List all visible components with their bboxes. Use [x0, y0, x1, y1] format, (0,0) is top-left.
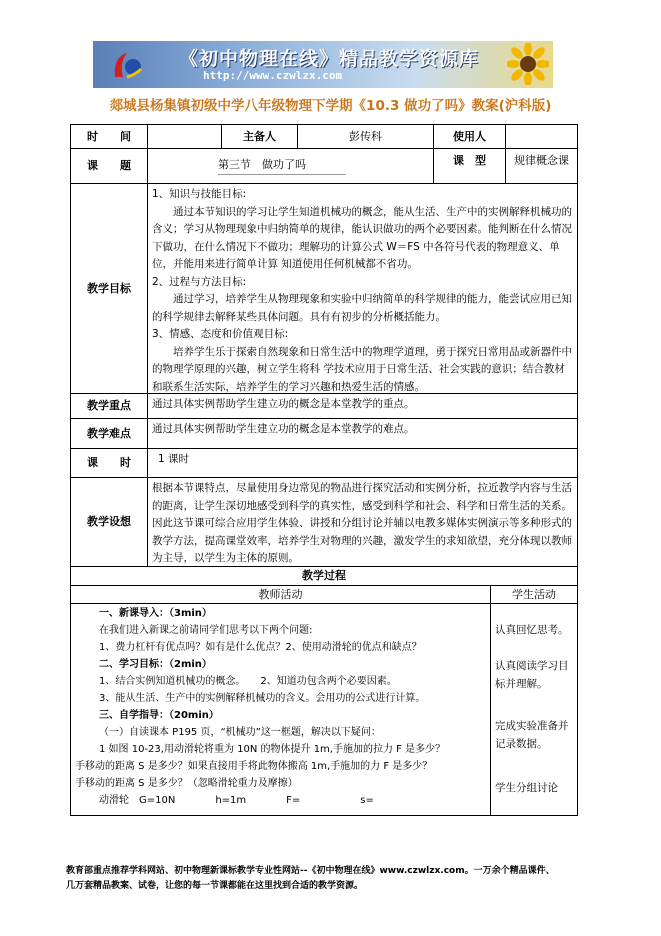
section-heading: 一、新课导入：（3min） [99, 608, 212, 619]
header-banner [93, 41, 553, 88]
goals-content [148, 184, 577, 394]
text-line: 1、结合实例知道机械功的概念。 2、知道功包含两个必要因素。 [99, 676, 397, 687]
section-heading: 二、学习目标：（2min） [99, 659, 212, 670]
goals-line: 1、知识与技能目标: [152, 188, 247, 200]
process-title: 教学过程 [71, 567, 577, 586]
goals-line: 通过本节知识的学习让学生知道机械功的概念，能从生活、生产中的实例解释机械功的含义；学习从物理现象中归纳简单的规律，能认识做功的两个必要因素。能判断在什么情况下做功，在什么情况下不做功；理解功的计算公式 W＝FS 中各符号代表的物理意义、单位，并能用来进行简单计算 知道使用任何机械都不省功。 [152, 205, 572, 270]
hours-value: 1 课时 [148, 449, 577, 478]
hours-label: 课 时 [71, 449, 148, 478]
design-value: 根据本节课特点，尽量使用身边常见的物品进行探究活动和实例分析，拉近教学内容与生活的距离，让学生深切地感受到科学的真实性，感受到科学和社会、科学和日常生活的关系。因此这节课可综合应用学生体验、讲授和分组讨论并辅以电教多媒体实例演示等多种形式的教学方法，提高课堂效率，培养学生对物理的兴趣，激发学生的求知欲望，充分体现以教师为主导，以学生为主体的原则。 [148, 478, 577, 567]
banner-title: 《初中物理在线》精品教学资源库 [179, 48, 480, 70]
text-line: 在我们进入新课之前请同学们思考以下两个问题: [99, 625, 313, 636]
text-line: 动滑轮 G=10N h=1m F= s= [99, 795, 374, 806]
time-label: 时 间 [71, 125, 148, 149]
type-label: 课 型 [434, 149, 506, 184]
sunflower-icon [507, 43, 549, 85]
text-line: 手移动的距离 S 是多少？如果直接用手将此物体搬高 1m,手施加的力 F 是多少？ [75, 761, 433, 772]
text-line: 手移动的距离 S 是多少？（忽略滑轮重力及摩擦） [75, 778, 298, 789]
time-value [148, 125, 222, 149]
key-point-value: 通过具体实例帮助学生建立功的概念是本堂教学的重点。 [148, 394, 577, 419]
lesson-plan-table [70, 124, 578, 816]
topic-label: 课 题 [71, 149, 148, 184]
goals-line: 2、过程与方法目标: [152, 275, 247, 288]
key-point-label: 教学重点 [71, 394, 148, 419]
author-label: 主备人 [222, 125, 298, 149]
user-label: 使用人 [434, 125, 506, 149]
student-note: 学生分组讨论 [495, 782, 558, 794]
document-title: 郯城县杨集镇初级中学八年级物理下学期《10.3 做功了吗》教案(沪科版) [109, 98, 552, 114]
text-line: 1、费力杠杆有优点吗？如有是什么优点？2、使用动滑轮的优点和缺点？ [99, 642, 422, 653]
logo-icon [109, 47, 145, 83]
footer [66, 864, 596, 894]
text-line: （一）自读课本 P195 页，“机械功”这一框题，解决以下疑问： [99, 727, 381, 738]
footer-line: 教育部重点推荐学科网站、初中物理新课标教学专业性网站--《初中物理在线》www.czwlzx.com。一万余个精品课件、 [66, 866, 555, 876]
student-activity [491, 604, 577, 815]
teacher-column-header: 教师活动 [71, 586, 491, 604]
design-label: 教学设想 [71, 478, 148, 567]
topic-value: 第三节 做功了吗 [218, 156, 346, 175]
user-value [506, 125, 577, 149]
section-heading: 三、自学指导：（20min） [99, 710, 219, 721]
type-value: 规律概念课 [506, 149, 577, 184]
footer-line: 几万套精品教案、试卷，让您的每一节课都能在这里找到合适的教学资源。 [66, 881, 364, 891]
goals-line: 培养学生乐于探索自然现象和日常生活中的物理学道理，勇于探究日常用品或新器件中的物理学原理的兴趣，树立学生将科 学技术应用于日常生活、社会实践的意识；结合教材和联系生活实际，培养学生的学习兴趣和热爱生活的情感。 [152, 345, 572, 393]
difficulty-label: 教学难点 [71, 419, 148, 449]
author-value: 彭传科 [298, 125, 434, 149]
difficulty-value: 通过具体实例帮助学生建立功的概念是本堂教学的难点。 [148, 419, 577, 449]
text-line: 1 如图 10-23,用动滑轮将重为 10N 的物体提升 1m,手施加的拉力 F 是多少？ [99, 744, 446, 755]
student-note: 认真回忆思考。 [495, 624, 569, 636]
topic-value-cell [148, 149, 434, 184]
student-note: 认真阅读学习目标并理解。 [495, 660, 569, 690]
student-note: 完成实验准备并记录数据。 [495, 720, 569, 750]
student-column-header: 学生活动 [491, 586, 577, 604]
text-line: 3、能从生活、生产中的实例解释机械功的含义。会用功的公式进行计算。 [99, 693, 426, 704]
goals-line: 3、情感、态度和价值观目标: [152, 328, 289, 340]
goals-label: 教学目标 [71, 184, 148, 394]
goals-line: 通过学习，培养学生从物理现象和实验中归纳简单的科学规律的能力，能尝试应用已知的科学规律去解释某些具体问题。具有有初步的分析概括能力。 [152, 293, 572, 323]
teacher-activity [71, 604, 491, 815]
banner-url[interactable]: http://www.czwlzx.com [203, 69, 343, 82]
